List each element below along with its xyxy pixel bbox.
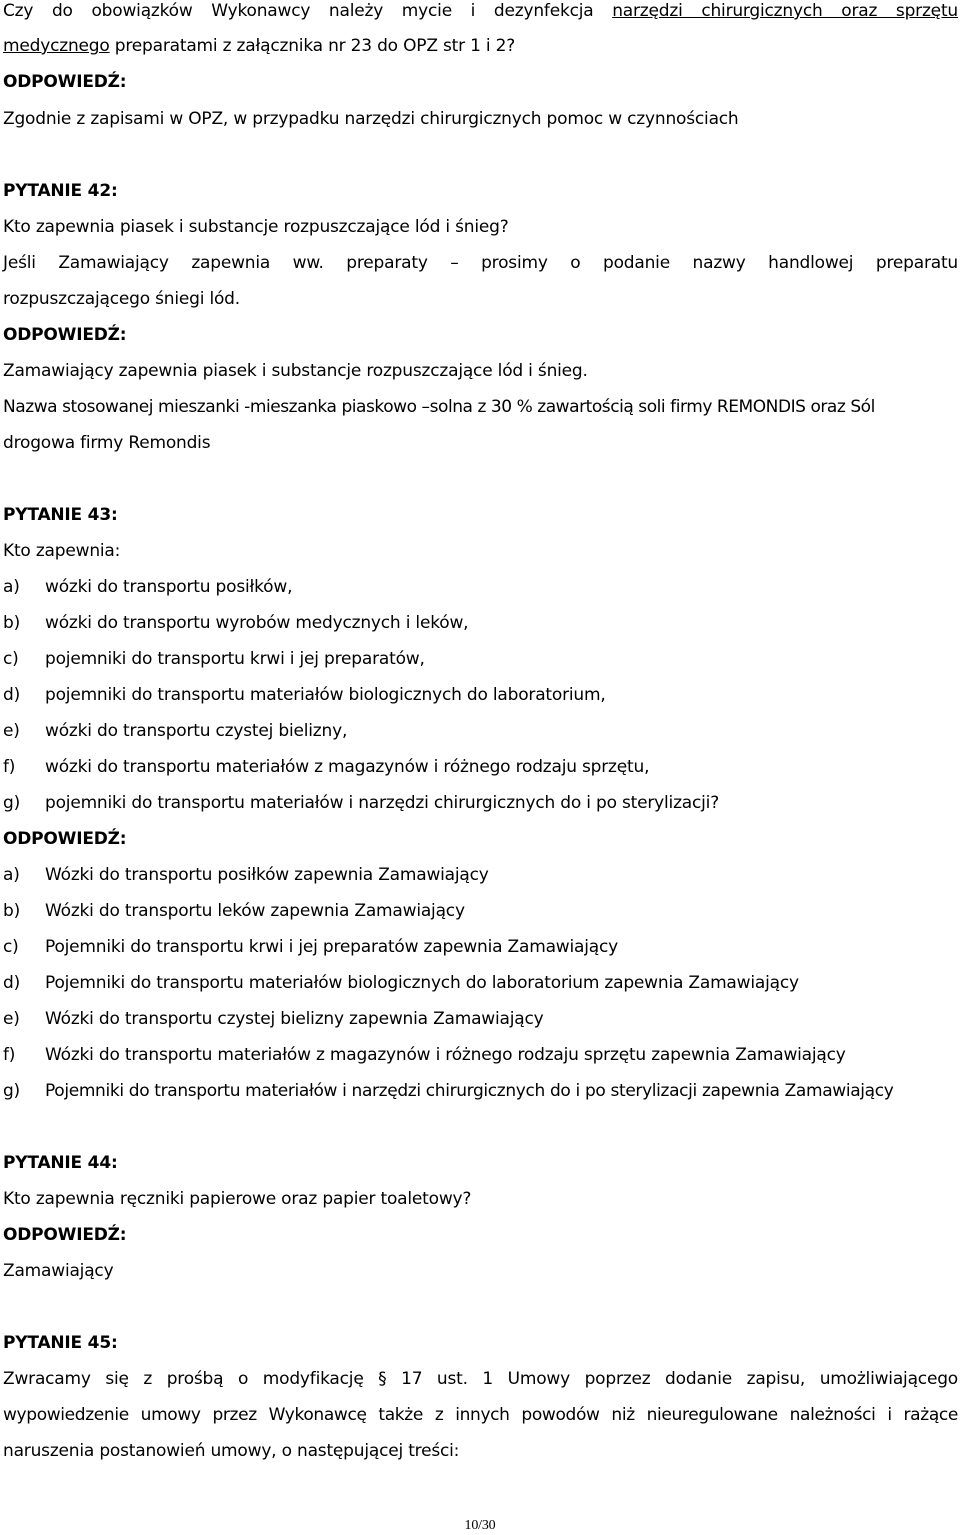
- question-43-answer-item: [3, 864, 489, 886]
- answer-marker: c): [3, 937, 19, 957]
- item-text: pojemniki do transportu krwi i jej preparatów,: [45, 649, 425, 669]
- intro-question-underlined: narzędzi chirurgicznych oraz sprzętu: [612, 1, 958, 21]
- question-43-answer-label: ODPOWIEDŹ:: [3, 829, 127, 849]
- question-43-item: [3, 612, 468, 634]
- question-43-intro: Kto zapewnia:: [3, 541, 121, 561]
- question-42-line-3: rozpuszczającego śniegi lód.: [3, 289, 240, 309]
- question-45-line-2: wypowiedzenie umowy przez Wykonawcę także z innych powodów niż nieuregulowane należności i rażące: [3, 1405, 958, 1425]
- question-45-line-1: Zwracamy się z prośbą o modyfikację § 17 ust. 1 Umowy poprzez dodanie zapisu, umożliwiającego: [3, 1369, 958, 1389]
- question-42-answer-label: ODPOWIEDŹ:: [3, 325, 127, 345]
- question-43-item: [3, 576, 292, 598]
- question-42-line-1: Kto zapewnia piasek i substancje rozpuszczające lód i śnieg?: [3, 217, 509, 237]
- answer-text: Wózki do transportu leków zapewnia Zamawiający: [45, 901, 465, 921]
- question-43-answer-item: [3, 936, 618, 958]
- question-43-answer-item: [3, 1044, 846, 1066]
- answer-marker: a): [3, 865, 20, 885]
- question-42-line-2: Jeśli Zamawiający zapewnia ww. preparaty – prosimy o podanie nazwy handlowej preparatu: [3, 253, 958, 273]
- item-marker: g): [3, 793, 21, 813]
- answer-text: Wózki do transportu posiłków zapewnia Zamawiający: [45, 865, 489, 885]
- question-43-item: [3, 648, 425, 670]
- item-marker: b): [3, 613, 21, 633]
- item-text: wózki do transportu posiłków,: [45, 577, 293, 597]
- answer-marker: e): [3, 1009, 20, 1029]
- item-text: pojemniki do transportu materiałów biologicznych do laboratorium,: [45, 685, 606, 705]
- intro-answer-label: ODPOWIEDŹ:: [3, 72, 127, 92]
- question-45-title: PYTANIE 45:: [3, 1333, 118, 1353]
- page-number: 10/30: [464, 1518, 496, 1533]
- intro-question-line-1: [3, 0, 958, 22]
- question-42-answer-line-2: Nazwa stosowanej mieszanki -mieszanka piaskowo –solna z 30 % zawartością soli firmy REMONDIS oraz Sól: [3, 397, 875, 417]
- intro-answer-text: Zgodnie z zapisami w OPZ, w przypadku narzędzi chirurgicznych pomoc w czynnościach: [3, 109, 739, 129]
- item-text: pojemniki do transportu materiałów i narzędzi chirurgicznych do i po sterylizacji?: [45, 793, 720, 813]
- question-44-title: PYTANIE 44:: [3, 1153, 118, 1173]
- item-text: wózki do transportu materiałów z magazynów i różnego rodzaju sprzętu,: [45, 757, 650, 777]
- answer-marker: d): [3, 973, 21, 993]
- question-43-answer-item: [3, 972, 799, 994]
- answer-text: Wózki do transportu materiałów z magazynów i różnego rodzaju sprzętu zapewnia Zamawiający: [45, 1045, 846, 1065]
- intro-question-text-2: preparatami z załącznika nr 23 do OPZ str 1 i 2?: [109, 36, 516, 56]
- intro-question-line-2: [3, 35, 515, 57]
- item-marker: f): [3, 757, 16, 777]
- intro-question-text: Czy do obowiązków Wykonawcy należy mycie i dezynfekcja: [3, 1, 594, 21]
- item-text: wózki do transportu wyrobów medycznych i leków,: [45, 613, 469, 633]
- question-43-item: [3, 684, 606, 706]
- item-marker: c): [3, 649, 19, 669]
- question-43-answer-item: [3, 900, 465, 922]
- item-text: wózki do transportu czystej bielizny,: [45, 721, 348, 741]
- question-42-answer-line-3: drogowa firmy Remondis: [3, 433, 211, 453]
- question-43-answer-item: [3, 1080, 893, 1102]
- intro-question-underlined-2: medycznego: [3, 36, 110, 56]
- question-43-item: [3, 792, 719, 814]
- answer-text: Wózki do transportu czystej bielizny zapewnia Zamawiający: [45, 1009, 544, 1029]
- item-marker: a): [3, 577, 20, 597]
- question-44-answer-text: Zamawiający: [3, 1261, 114, 1281]
- answer-marker: b): [3, 901, 21, 921]
- question-43-item: [3, 756, 649, 778]
- item-marker: e): [3, 721, 20, 741]
- question-42-answer-line-1: Zamawiający zapewnia piasek i substancje rozpuszczające lód i śnieg.: [3, 361, 588, 381]
- item-marker: d): [3, 685, 21, 705]
- question-43-item: [3, 720, 347, 742]
- question-42-title: PYTANIE 42:: [3, 181, 118, 201]
- question-43-answer-item: [3, 1008, 544, 1030]
- answer-text: Pojemniki do transportu materiałów i narzędzi chirurgicznych do i po sterylizacji zapewnia Zamawiający: [45, 1081, 894, 1101]
- question-45-line-3: naruszenia postanowień umowy, o następującej treści:: [3, 1441, 460, 1461]
- answer-marker: f): [3, 1045, 16, 1065]
- answer-text: Pojemniki do transportu materiałów biologicznych do laboratorium zapewnia Zamawiający: [45, 973, 799, 993]
- answer-marker: g): [3, 1081, 20, 1101]
- question-43-title: PYTANIE 43:: [3, 505, 118, 525]
- answer-text: Pojemniki do transportu krwi i jej preparatów zapewnia Zamawiający: [45, 937, 618, 957]
- question-44-text: Kto zapewnia ręczniki papierowe oraz papier toaletowy?: [3, 1189, 472, 1209]
- question-44-answer-label: ODPOWIEDŹ:: [3, 1225, 127, 1245]
